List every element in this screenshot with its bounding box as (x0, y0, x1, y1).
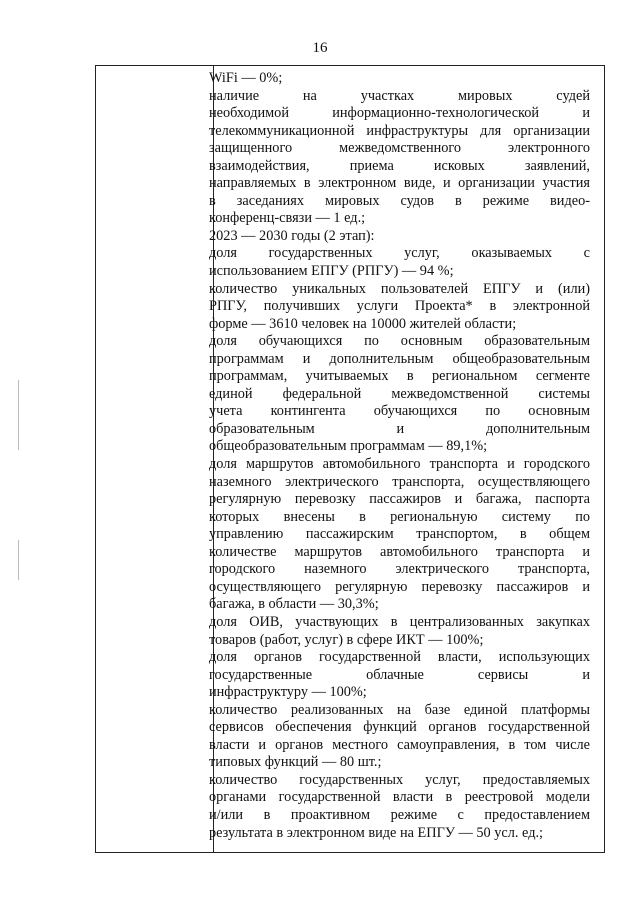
text-line: инфраструктуру — 100%; (209, 684, 367, 701)
text-line: типовых функций — 80 шт.; (209, 754, 382, 771)
text-line: осуществляющего регулярную перевозку пассажиров и (209, 578, 590, 595)
text-line: необходимой информационно-технологической и (209, 105, 590, 122)
text-line: сервисов обеспечения функций органов государственной (209, 719, 590, 736)
text-line: общеобразовательным программам — 89,1%; (209, 438, 488, 455)
indicators-cell (209, 70, 590, 842)
text-line: направляемых в электронном виде, и организации участия (209, 175, 590, 192)
text-line: наземного электрического транспорта, осуществляющего (209, 473, 590, 490)
text-line: товаров (работ, услуг) в сфере ИКТ — 100%; (209, 631, 484, 648)
document-table (95, 65, 605, 853)
text-line: и/или в проактивном режиме с предоставлением (209, 806, 590, 823)
text-line: власти и органов местного самоуправления, в том числе (209, 736, 590, 753)
text-line: количество государственных услуг, предоставляемых (209, 771, 590, 788)
text-line: 2023 — 2030 годы (2 этап): (209, 227, 375, 244)
text-line: доля маршрутов автомобильного транспорта и городского (209, 456, 590, 473)
page-number: 16 (312, 40, 328, 56)
text-line: органами государственной власти в реестровой модели (209, 789, 590, 806)
text-line: телекоммуникационной инфраструктуры для организации (209, 122, 590, 139)
text-line: городского наземного электрического транспорта, (209, 561, 590, 578)
text-line: багажа, в области — 30,3%; (209, 596, 379, 613)
text-line: которых внесены в региональную систему по (209, 508, 590, 525)
text-line: управлению пассажирским транспортом, в общем (209, 526, 590, 543)
text-line: наличие на участках мировых судей (209, 87, 590, 104)
text-line: взаимодействия, приема исковых заявлений, (209, 157, 590, 174)
text-line: количество уникальных пользователей ЕПГУ и (или) (209, 280, 590, 297)
text-line: регулярную перевозку пассажиров и багажа, паспорта (209, 491, 590, 508)
text-line: программам, учитываемых в региональном сегменте (209, 368, 590, 385)
text-line: результата в электронном виде на ЕПГУ — 50 усл. ед.; (209, 824, 544, 841)
text-line: учета контингента обучающихся по основным (209, 403, 590, 420)
text-line: единой федеральной межведомственной системы (209, 385, 590, 402)
text-line: доля ОИВ, участвующих в централизованных закупках (209, 613, 590, 630)
scan-edge-mark (18, 380, 19, 450)
text-line: WiFi — 0%; (209, 70, 283, 86)
text-line: программам и дополнительным общеобразовательным (209, 350, 590, 367)
text-line: защищенного межведомственного электронного (209, 140, 590, 157)
text-line: использованием ЕПГУ (РПГУ) — 94 %; (209, 263, 454, 280)
text-line: РПГУ, получивших услуги Проекта* в электронной (209, 298, 590, 315)
text-line: количество реализованных на базе единой платформы (209, 701, 590, 718)
scan-edge-mark (18, 540, 19, 580)
text-line: форме — 3610 человек на 10000 жителей области; (209, 315, 517, 332)
text-line: государственные облачные сервисы и (209, 666, 590, 683)
text-line: доля обучающихся по основным образовательным (209, 333, 590, 350)
text-line: образовательным и дополнительным (209, 420, 590, 437)
text-line: в заседаниях мировых судов в режиме видео- (209, 192, 590, 209)
text-line: доля государственных услуг, оказываемых с (209, 245, 590, 262)
text-line: доля органов государственной власти, использующих (209, 649, 590, 666)
text-line: конференц-связи — 1 ед.; (209, 210, 366, 227)
text-line: количестве маршрутов автомобильного транспорта и (209, 543, 590, 560)
